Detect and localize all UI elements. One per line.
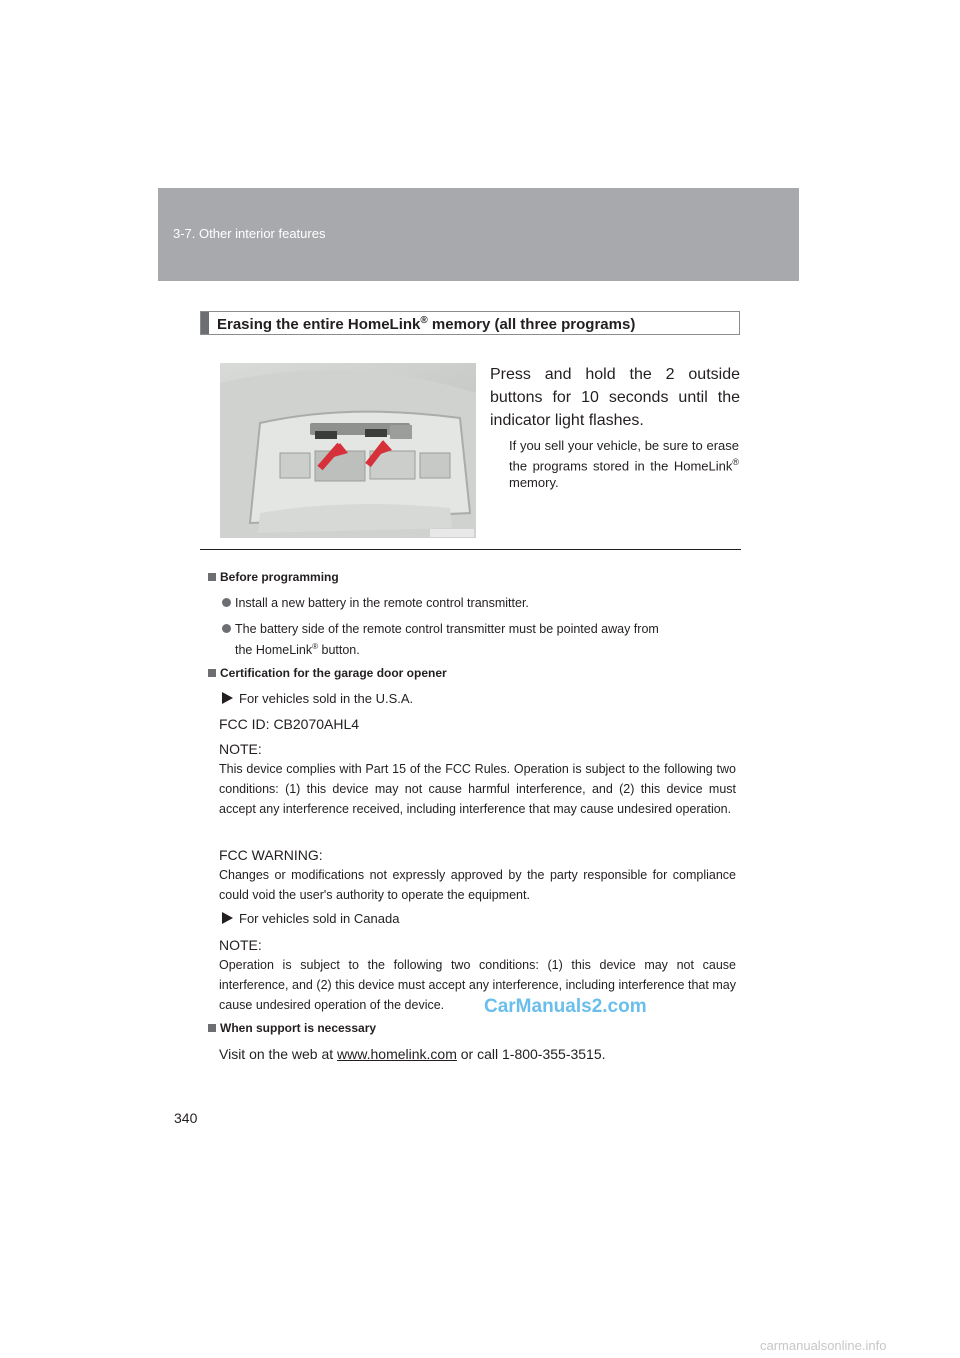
heading-before-programming: Before programming [208,570,339,584]
watermark-bottom: carmanualsonline.info [760,1338,887,1353]
bullet-install-battery: Install a new battery in the remote control transmitter. [222,594,737,612]
page-number: 340 [174,1110,198,1126]
label-canada: For vehicles sold in Canada [222,911,399,926]
homelink-button-right [365,429,387,437]
console-illustration [220,363,476,538]
note-label: NOTE: [219,741,262,757]
divider-rule [200,549,741,550]
canada-note-text: Operation is subject to the following two conditions: (1) this device may not cause interference, and (2) this device must accept any interference, including interference that may cause undesired operation of the device. [219,958,736,1012]
homelink-button-left [315,431,337,439]
fcc-warning-text: Changes or modifications not expressly approved by the party responsible for compliance could void the user's authority to operate the equipment. [219,868,736,902]
homelink-link[interactable]: www.homelink.com [337,1046,457,1062]
heading-certification: Certification for the garage door opener [208,666,447,680]
heading-support: When support is necessary [208,1021,376,1035]
support-text: Visit on the web at www.homelink.com or call 1-800-355-3515. [219,1046,606,1062]
overhead-console-photo [220,363,476,538]
watermark-top: CarManuals2.com [484,996,647,1017]
note-text: This device complies with Part 15 of the FCC Rules. Operation is subject to the following two conditions: (1) this device may not cause harmful interference, and (2) this device must accept any interference received, including interference that may cause undesired operation. [219,762,736,816]
intro-note: If you sell your vehicle, be sure to erase the programs stored in the HomeLink® memory. [509,438,739,491]
intro-text: Press and hold the 2 outside buttons for 10 seconds until the indicator light flashes. [490,366,740,429]
bullet-battery-side: The battery side of the remote control transmitter must be pointed away from the HomeLink® button. [222,620,737,659]
canada-note-label: NOTE: [219,937,262,953]
section-title-box [200,311,740,335]
chapter-label: 3-7. Other interior features [173,226,326,241]
section-title: Erasing the entire HomeLink® memory (all three programs) [217,315,636,333]
fcc-id: FCC ID: CB2070AHL4 [219,716,360,732]
section-accent-bar [201,312,209,334]
label-usa: For vehicles sold in the U.S.A. [222,691,413,706]
fcc-warning-label: FCC WARNING: [219,847,323,863]
